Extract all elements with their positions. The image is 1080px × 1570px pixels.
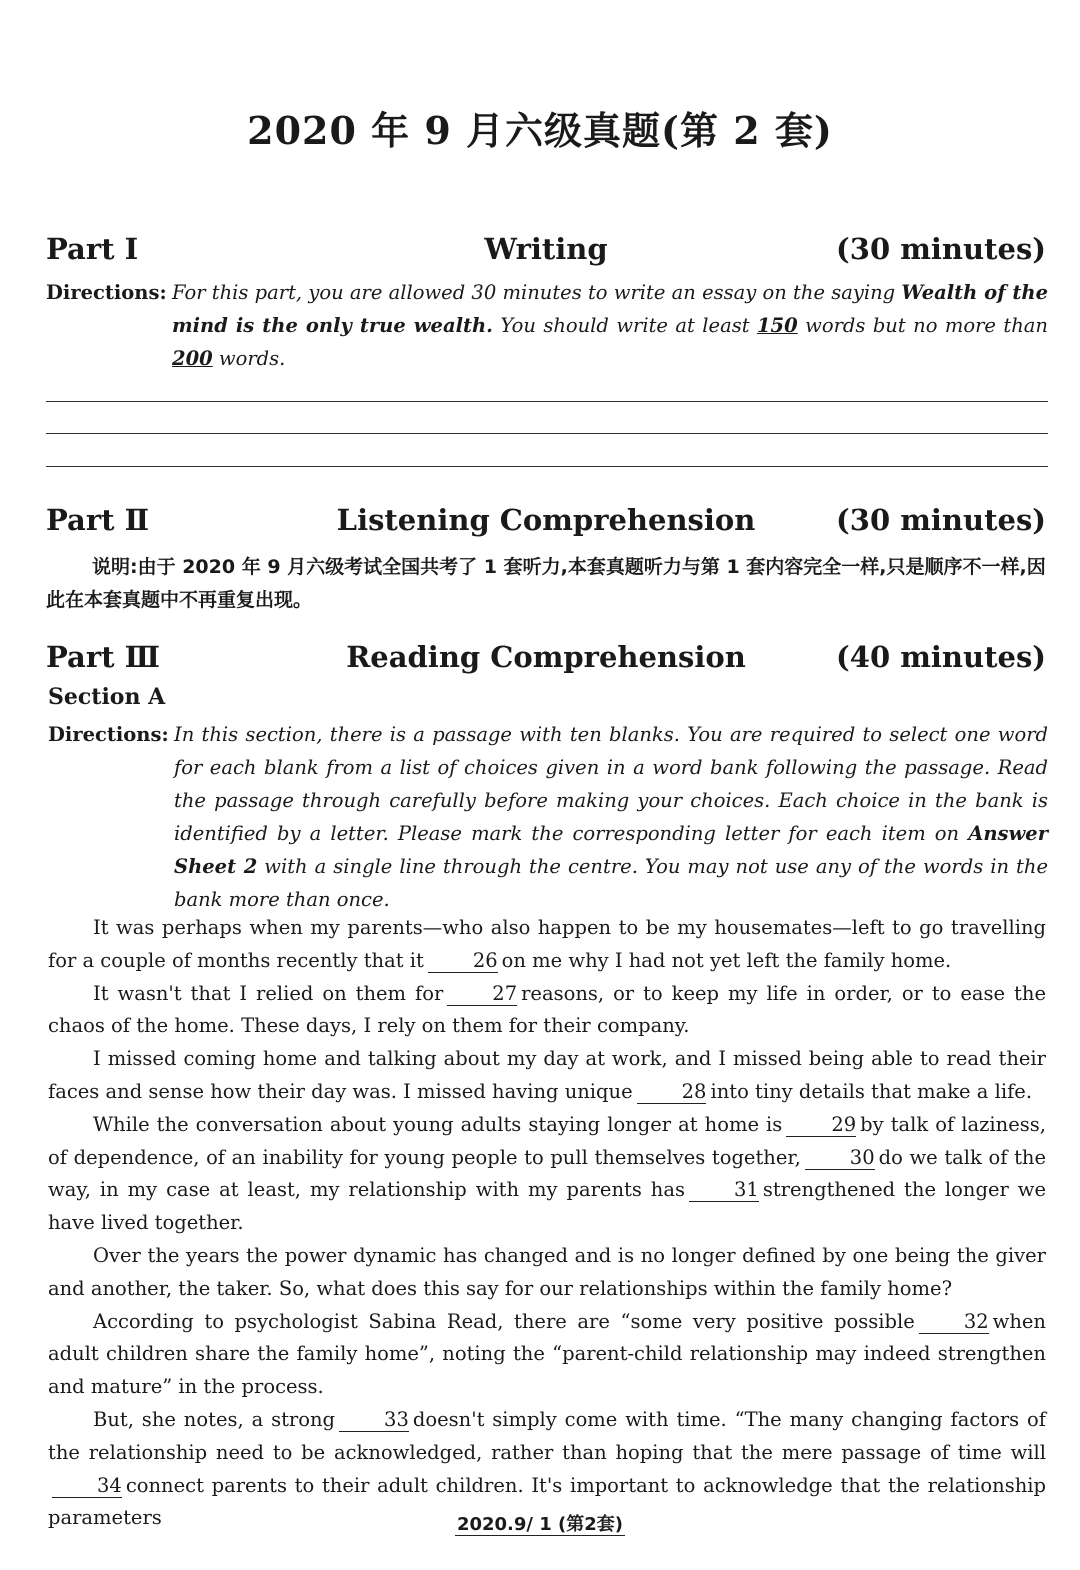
page-number: 2020.9/ 1 (第2套) <box>456 1514 624 1535</box>
part-3-directions <box>48 718 1048 916</box>
writing-line <box>46 466 1048 467</box>
directions-text-part: In this section, there is a passage with ten blanks. You are required to select one word for each blank from a list of choices given in a word bank following the passage. Read the passage through carefully before making your choices. Each choice in the bank is identified by a letter. Please mark the corresponding letter for each item on <box>174 723 1048 845</box>
page-footer <box>0 1510 1080 1536</box>
part-3-name: Reading Comprehension <box>346 640 746 674</box>
blank-27: 27 <box>447 983 517 1006</box>
paragraph <box>48 912 1046 978</box>
directions-label: Directions: <box>48 723 169 746</box>
passage-text: But, she notes, a strong <box>93 1407 336 1431</box>
max-words: 200 <box>172 347 213 370</box>
blank-29: 29 <box>786 1114 856 1137</box>
blank-28: 28 <box>637 1081 707 1104</box>
part-1-header <box>46 232 1046 272</box>
passage-text: It wasn't that I relied on them for <box>93 981 444 1005</box>
section-a-heading: Section A <box>48 684 166 710</box>
writing-line <box>46 401 1048 402</box>
passage-text: strengthened the longer we have lived together. <box>48 1178 1046 1235</box>
part-1-name: Writing <box>484 232 608 266</box>
directions-text-part: words. <box>212 347 286 370</box>
passage-text: I missed coming home and talking about my day at work, and I missed being able to read their faces and sense how their day was. I missed having unique <box>48 1047 1046 1103</box>
passage-text: doesn't simply come with time. “The many changing factors of the relationship need to be acknowledged, rather than hoping that the mere passage of time will <box>48 1407 1046 1464</box>
directions-text <box>174 718 1048 916</box>
blank-34: 34 <box>52 1475 122 1498</box>
blank-32: 32 <box>919 1311 989 1334</box>
part-3-label: Part Ⅲ <box>46 640 160 674</box>
passage-text: connect parents to their adult children. It's important to acknowledge that the relationship parameters <box>48 1473 1046 1530</box>
directions-label: Directions: <box>46 281 167 304</box>
passage-text: on me why I had not yet left the family home. <box>501 948 952 972</box>
paragraph <box>48 1109 1046 1240</box>
directions-text-part: You should write at least <box>492 314 757 337</box>
directions-text-part: with a single line through the centre. You may not use any of the words in the bank more than once. <box>174 855 1048 911</box>
paragraph: Over the years the power dynamic has changed and is no longer defined by one being the giver and another, the taker. So, what does this say for our relationships within the family home? <box>48 1243 1046 1300</box>
blank-30: 30 <box>805 1147 875 1170</box>
paragraph <box>48 978 1046 1044</box>
part-3-time: (40 minutes) <box>836 640 1046 674</box>
passage-text: reasons, or to keep my life in order, or to ease the chaos of the home. These days, I rely on them for their company. <box>48 981 1046 1038</box>
paragraph <box>48 1043 1046 1109</box>
passage-text: into tiny details that make a life. <box>710 1079 1033 1103</box>
reading-passage <box>48 912 1046 1535</box>
writing-line <box>46 433 1048 434</box>
part-3-header <box>46 640 1046 680</box>
paragraph <box>48 1306 1046 1404</box>
essay-saying: Wealth of the mind is the only true wealth. <box>172 281 1048 337</box>
part-1-time: (30 minutes) <box>836 232 1046 266</box>
directions-text <box>172 276 1048 375</box>
passage-text: According to psychologist Sabina Read, there are “some very positive possible <box>93 1309 915 1333</box>
part-1-label: Part Ⅰ <box>46 232 139 266</box>
blank-33: 33 <box>339 1409 409 1432</box>
blank-31: 31 <box>689 1179 759 1202</box>
passage-text: While the conversation about young adults staying longer at home is <box>93 1112 783 1136</box>
passage-text: do we talk of the way, in my case at least, my relationship with my parents has <box>48 1145 1047 1202</box>
passage-text: by talk of laziness, of dependence, of an inability for young people to pull themselves together, <box>48 1112 1046 1169</box>
part-1-directions <box>46 276 1048 375</box>
directions-text-part: For this part, you are allowed 30 minutes to write an essay on the saying <box>172 281 902 304</box>
part-2-time: (30 minutes) <box>836 503 1046 537</box>
page-title: 2020 年 9 月六级真题(第 2 套) <box>247 108 833 153</box>
part-2-header <box>46 503 1046 543</box>
answer-sheet-ref: Answer Sheet 2 <box>174 822 1048 878</box>
part-2-label: Part Ⅱ <box>46 503 150 537</box>
passage-text: It was perhaps when my parents—who also happen to be my housemates—left to go travelling for a couple of months recently that it <box>48 916 1046 972</box>
listening-note: 说明:由于 2020 年 9 月六级考试全国共考了 1 套听力,本套真题听力与第 1 套内容完全一样,只是顺序不一样,因此在本套真题中不再重复出现。 <box>46 556 1046 611</box>
blank-26: 26 <box>428 950 498 973</box>
min-words: 150 <box>756 314 798 337</box>
passage-text: when adult children share the family home”, noting the “parent-child relationship may indeed strengthen and mature” in the process. <box>48 1309 1046 1399</box>
directions-text-part: words but no more than <box>797 314 1048 337</box>
part-2-name: Listening Comprehension <box>336 503 756 537</box>
